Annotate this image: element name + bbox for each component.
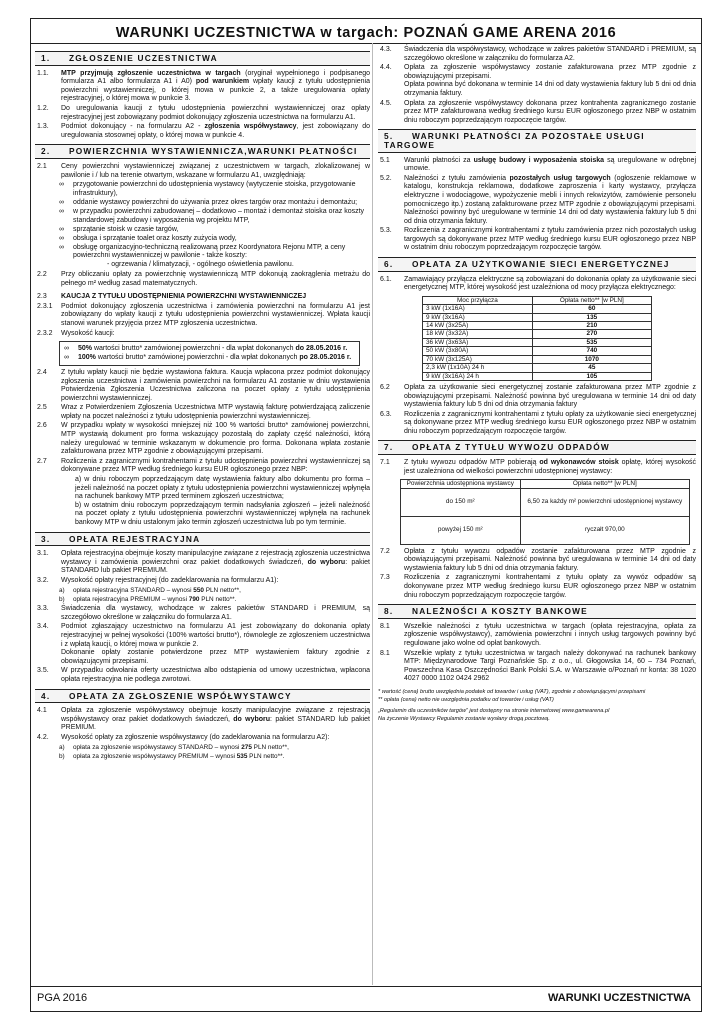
waste-fee-table: [400, 479, 690, 544]
bullet-icon: ∞: [59, 225, 64, 233]
table-cell: 535: [532, 338, 651, 346]
clause-7-1: 7.1 Z tytułu wywozu odpadów MTP pobierają od wykonawców stoisk opłatę, której wysokość jest uzależniona od wielkości powierzchni udostępnionej wystawcy:: [380, 459, 696, 475]
page-title: WARUNKI UCZESTNICTWA w targach: POZNAŃ GAME ARENA 2016: [115, 25, 617, 41]
footer-doc-title: WARUNKI UCZESTNICTWA: [548, 992, 691, 1004]
list-item: ∞ przygotowanie powierzchni do udostępnienia wystawcy (wytyczenie stoiska, przygotowanie infrastruktury),: [59, 181, 356, 197]
table-header-row: [401, 480, 690, 488]
list-item: ∞ obsługa i sprzątanie toalet oraz koszty zużycia wody,: [59, 234, 237, 242]
table-cell: 50 kW (3x80A): [423, 347, 533, 355]
column-header: Moc przyłącza: [423, 296, 533, 304]
deposit-box: [59, 341, 360, 366]
column-divider: [372, 43, 373, 985]
clause-2-1: 2.1 Ceny powierzchni wystawienniczej związanej z uczestnictwem w targach, zlokalizowanej w pawilonie i / lub na terenie otwartym, wskazane w formularzu A1, uwzględniają:: [37, 162, 370, 179]
table-cell: 36 kW (3x63A): [423, 338, 533, 346]
table-cell: 135: [532, 313, 651, 321]
list-item: b) opłata za zgłoszenie współwystawcy PREMIUM – wynosi 535 PLN netto**.: [59, 752, 285, 760]
clause-8-1: 8.1 Wszelkie należności z tytułu uczestnictwa w targach (opłata rejestracyjna, opłata za zgłoszenie współwystawcy), zamówienia powierzchni i innych usług targowych powinny być regulowane jako wolne od opłat bankowych.: [380, 622, 696, 647]
column-header: Opłata netto** [w PLN]: [532, 296, 651, 304]
clause-1-1: 1.1. MTP przyjmują zgłoszenie uczestnictwa w targach (oryginał wypełnionego i podpisanego formularza A1 albo formularza A1 i A0) pod warunkiem wpłaty kaucji z tytułu udostępnienia powierzchni wystawienniczej, o której mowa w punkcie 2, a także uregulowania opłaty rejestracyjnej, o której mowa w punkcie 3.: [37, 69, 370, 103]
table-cell: 6,50 za każdy m² powierzchni udostępnionej wystawcy: [520, 488, 689, 516]
clause-4-2: 4.2. Wysokość opłaty za zgłoszenie współwystawcy (do zadeklarowania na formularzu A2):: [37, 733, 330, 741]
table-cell: 210: [532, 322, 651, 330]
clause-2-7-a: a) w dniu roboczym poprzedzającym datę wystawienia faktury albo dokumentu pro forma – jeżeli należność na poczet opłaty z tytułu udostępnienia powierzchni wystawienniczej wpłynęła na rachunek bankowy MTP przed terminem zgłoszeń uczestnictwa;: [75, 476, 370, 501]
footnote-vat-net: ** opłata (cena) netto nie uwzględnia podatku od towarów i usług (VAT): [378, 696, 554, 703]
table-row: [423, 355, 652, 363]
regulations-mail-note: Na życzenie Wystawcy Regulamin zostanie wysłany drogą pocztową.: [378, 715, 550, 722]
clause-7-2: 7.2 Opłata z tytułu wywozu odpadów zostanie zafakturowana przez MTP zgodnie z obowiązującymi przepisami. Należność powinna być uregulowana w terminie 14 dni od daty wystawienia faktury lub 5 dni od dnia otrzymania faktury.: [380, 547, 696, 572]
clause-3-4: 3.4. Podmiot zgłaszający uczestnictwo na formularzu A1 jest zobowiązany do dokonania opłaty rejestracyjnej w pełnej wysokości (100% wartości brutto*), równolegle ze zgłoszeniem uczestnictwa i z wpłatą kaucji, o której mowa w punkcie 2. Dokonanie opłaty zostanie potwierdzone przez MTP wystawieniem faktury zgodnie z obowiązującymi przepisami.: [37, 623, 370, 665]
list-item: a) opłata za zgłoszenie współwystawcy STANDARD – wynosi 275 PLN netto**,: [59, 743, 289, 751]
table-row: [423, 338, 652, 346]
table-cell: powyżej 150 m²: [401, 516, 521, 544]
clause-2-2: 2.2 Przy obliczaniu opłaty za powierzchnię wystawienniczą MTP dokonują zaokrąglenia metrażu do pełnego m² według zasad matematycznych.: [37, 271, 370, 287]
clause-2-4: 2.4 Z tytułu wpłaty kaucji nie będzie wystawiona faktura. Kaucja wpłacona przez podmiot dokonujący zgłoszenia uczestnictwa i zamówienia powierzchni na formularzu A1 zostanie w dniu wystawienia Potwierdzenia Zgłoszenia Uczestnictwa zaliczona na poczet opłaty z tytułu udostępnienia powierzchni wystawienniczej.: [37, 368, 370, 402]
table-header-row: [423, 296, 652, 304]
right-column: [378, 21, 696, 723]
table-row: [423, 364, 652, 372]
clause-3-1: 3.1. Opłata rejestracyjna obejmuje koszty manipulacyjne związane z rejestracją zgłoszenia uczestnictwa wystawcy i zamówienia powierzchni oraz pakiet dodatkowych świadczeń, do wyboru: pakiet STANDARD lub pakiet PREMIUM.: [37, 550, 370, 575]
bullet-icon: ∞: [64, 353, 69, 361]
clause-2-3-1: 2.3.1 Podmiot dokonujący zgłoszenia uczestnictwa i zamówienia powierzchni na formularzu A1 jest zobowiązany do wpłaty kaucji z tytułu udostępnienia powierzchni wystawienniczej. Wpłata kaucji stanowi warunek przyjęcia przez MTP zgłoszenia uczestnictwa.: [37, 302, 370, 328]
column-header: Powierzchnia udostępniona wystawcy: [401, 480, 521, 488]
table-cell: 3 kW (1x16A): [423, 305, 533, 313]
power-fee-table: [422, 296, 652, 381]
clause-6-1: 6.1. Zamawiający przyłącza elektryczne są zobowiązani do dokonania opłaty za użytkowanie sieci energetycznej MTP, której wysokość jest uzależniona od mocy przyłącza elektrycznego:: [380, 275, 696, 292]
section-8-header: 8. NALEŻNOŚCI A KOSZTY BANKOWE: [378, 604, 696, 619]
table-row: [423, 372, 652, 380]
clause-5-1: 5.1 Warunki płatności za usługę budowy i wyposażenia stoiska są uregulowane w odrębnej umowie.: [380, 156, 696, 173]
list-item: ∞ oddanie wystawcy powierzchni do używania przez okres targów oraz montażu i demontażu;: [59, 198, 358, 206]
table-row: [423, 305, 652, 313]
section-7-header: 7. OPŁATA Z TYTUŁU WYWOZU ODPADÓW: [378, 440, 696, 455]
clause-6-3: 6.3. Rozliczenia z zagranicznymi kontrahentami z tytułu opłaty za użytkowanie sieci energetycznej są dokonywane przez MTP według średniego kursu EUR ogłoszonego przez NBP w ostatnim dniu roboczym poprzedzającym rozpoczęcie targów.: [380, 410, 696, 435]
left-column: [35, 47, 370, 762]
clause-3-2: 3.2. Wysokość opłaty rejestracyjnej (do zadeklarowania na formularzu A1):: [37, 576, 279, 584]
clause-2-5: 2.5 Wraz z Potwierdzeniem Zgłoszenia Uczestnictwa MTP wystawią fakturę potwierdzającą zaliczenie wpłaty na poczet należności z tytułu udostępnienia powierzchni wystawienniczej.: [37, 404, 370, 420]
table-cell: 2,3 kW (1x10A) 24 h: [423, 364, 533, 372]
clause-2-3-2: 2.3.2 Wysokość kaucji:: [37, 329, 115, 337]
table-cell: 1070: [532, 355, 651, 363]
table-cell: 740: [532, 347, 651, 355]
table-cell: 105: [532, 372, 651, 380]
clause-4-1: 4.1 Opłata za zgłoszenie współwystawcy obejmuje koszty manipulacyjne związane z rejestracją współwystawcy oraz pakiet dodatkowych świadczeń, do wyboru: pakiet STANDARD lub pakiet PREMIUM.: [37, 707, 370, 732]
clause-4-4: 4.4. Opłata za zgłoszenie współwystawcy zostanie zafakturowana przez MTP zgodnie z obowiązującymi przepisami. Opłata powinna być dokonana w terminie 14 dni od daty wystawienia faktury lub 5 dni od dnia otrzymania faktury.: [380, 64, 696, 97]
column-header: Opłata netto** [w PLN]: [520, 480, 689, 488]
table-cell: 14 kW (3x25A): [423, 322, 533, 330]
document-page: [30, 18, 702, 1012]
section-6-header: 6. OPŁATA ZA UŻYTKOWANIE SIECI ENERGETYCZNEJ: [378, 257, 696, 272]
clause-1-2: 1.2. Do uregulowania kaucji z tytułu udostępnienia powierzchni wystawienniczej oraz opłaty rejestracyjnej jest zobowiązany podmiot dokonujący zgłoszenia uczestnictwa na formularzu A1.: [37, 104, 370, 121]
clause-8-2: 8.1 Wszelkie wpłaty z tytułu uczestnictwa w targach należy dokonywać na rachunek bankowy MTP: Międzynarodowe Targi Poznańskie Sp. z o.o., ul. Głogowska 14, 60 – 734 Poznań, Powszechna Kasa Oszczędności Bank Polski S.A. w Warszawie o/Poznań nr konta: 38 1020 4027 0000 1102 0424 2962: [380, 649, 696, 683]
clause-4-5: 4.5. Opłata za zgłoszenie współwystawcy dokonana przez kontrahenta zagranicznego zostanie przez MTP zafakturowana według średniego kursu EUR ogłoszonego przez NBP w ostatnim dniu roboczym poprzedzającym rozpoczęcie targów.: [380, 99, 696, 124]
footer-event-code: PGA 2016: [37, 992, 88, 1004]
list-item: ∞ 100% wartości brutto* zamówionej powierzchni - dla wpłat dokonanych po 28.05.2016 r.: [64, 353, 352, 361]
clause-3-5: 3.5. W przypadku odwołania oferty uczestnictwa albo odstąpienia od umowy uczestnictwa, wpłacona opłata rejestracyjna nie podlega zwrotowi.: [37, 667, 370, 683]
bullet-icon: ∞: [59, 198, 64, 206]
section-4-header: 4. OPŁATA ZA ZGŁOSZENIE WSPÓŁWYSTAWCY: [35, 689, 370, 704]
table-cell: 270: [532, 330, 651, 338]
bullet-icon: ∞: [59, 207, 64, 215]
table-row: [423, 347, 652, 355]
regulations-note: „Regulamin dla uczestników targów” jest dostępny na stronie internetowej www.gamearena.pl: [378, 708, 610, 715]
table-row: [423, 313, 652, 321]
list-item: ∞ sprzątanie stoisk w czasie targów,: [59, 225, 179, 233]
page-footer: [31, 986, 701, 1011]
list-item: ∞ 50% wartości brutto* zamówionej powierzchni - dla wpłat dokonanych do 28.05.2016 r.: [64, 344, 348, 352]
table-cell: 9 kW (3x16A): [423, 313, 533, 321]
clause-5-3: 5.3. Rozliczenia z zagranicznymi kontrahentami z tytułu zamówienia przez nich pozostałych usług targowych są dokonywane przez MTP według średniego kursu EUR ogłoszonego przez NBP w ostatnim dniu roboczym poprzedzającym rozpoczęcie targów.: [380, 227, 696, 252]
footnote-vat-gross: * wartość (cena) brutto uwzględnia podatek od towarów i usług (VAT), zgodnie z obowiązującymi przepisami: [378, 688, 646, 695]
table-row: [401, 488, 690, 516]
table-row: [423, 330, 652, 338]
clause-5-2: 5.2. Należności z tytułu zamówienia pozostałych usług targowych (ogłoszenie reklamowe w katalogu, konstrukcja reklamowa, dodatkowe zaproszenia i karty wystawcy, przyłącza elektryczne i wodociągowe, wypożyczenie mebli i innych rekwizytów, zamówienie personelu pomocniczego itp.) zostaną zafakturowane przez MTP zgodnie z obowiązującymi przepisami. Należności powinny być uregulowane w terminie 14 dni od daty wystawienia faktury lub 5 dni od dnia otrzymania faktury.: [380, 174, 696, 225]
clause-6-2: 6.2 Opłata za użytkowanie sieci energetycznej zostanie zafakturowana przez MTP zgodnie z obowiązującymi przepisami. Należność powinna być uregulowana w terminie 14 dni od daty wystawienia faktury lub 5 dni od dnia otrzymania faktury: [380, 383, 696, 409]
clause-1-3: 1.3. Podmiot dokonujący - na formularzu A2 - zgłoszenia współwystawcy, jest zobowiązany do uregulowania stosownej opłaty, o której mowa w punkcie 4.: [37, 123, 370, 139]
list-item: ∞ obsługę organizacyjno-techniczną realizowaną przez Koordynatora Rejonu MTP, a ceny powierzchni wystawienniczej w pawilonie - także koszty:: [59, 243, 346, 260]
list-item: b) opłata rejestracyjna PREMIUM – wynosi 790 PLN netto**.: [59, 595, 237, 603]
table-cell: ryczałt 970,00: [520, 516, 689, 544]
table-cell: 9 kW (3x16A) 24 h: [423, 372, 533, 380]
table-cell: 45: [532, 364, 651, 372]
table-row: [401, 516, 690, 544]
bullet-icon: ∞: [59, 181, 64, 189]
clause-2-6: 2.6 W przypadku wpłaty w wysokości mniejszej niż 100 % wartości brutto* zamówionej powierzchni, MTP wystawią dokument pro forma wskazujący pozostałą do zapłaty część należności, którą należy uregulować w terminie wskazanym w dokumencie pro forma. Dokonana wpłata zostanie zafakturowana przez MTP zgodnie z obowiązującymi przepisami.: [37, 422, 370, 456]
bullet-icon: ∞: [59, 234, 64, 242]
section-2-header: 2. POWIERZCHNIA WYSTAWIENNICZA,WARUNKI PŁATNOŚCI: [35, 144, 370, 159]
bullet-icon: ∞: [64, 344, 69, 352]
clause-4-3: 4.3. Świadczenia dla współwystawcy, wchodzące w zakres pakietów STANDARD i PREMIUM, są szczegółowo określone w załączniku do formularza A2.: [380, 46, 696, 62]
table-cell: 60: [532, 305, 651, 313]
section-5-header: 5. WARUNKI PŁATNOŚCI ZA POZOSTAŁE USŁUGI TARGOWE: [378, 129, 696, 152]
list-item: ∞ w przypadku powierzchni zabudowanej – dodatkowo – montaż i demontaż stoiska oraz koszty standardowej zabudowy i wyposażenia wg projektu MTP,: [59, 207, 365, 224]
bullet-icon: ∞: [59, 243, 64, 251]
list-subitem: - ogrzewania / klimatyzacji, - ogólnego oświetlenia pawilonu.: [107, 261, 294, 269]
section-3-header: 3. OPŁATA REJESTRACYJNA: [35, 532, 370, 547]
table-cell: do 150 m²: [401, 488, 521, 516]
clause-2-3: 2.3 KAUCJA Z TYTUŁU UDOSTĘPNIENIA POWIERZCHNI WYSTAWIENNICZEJ: [37, 293, 307, 301]
clause-2-7-b: b) w ostatnim dniu roboczym poprzedzającym termin nadsyłania zgłoszeń – jeżeli należność na poczet opłaty z tytułu udostępnienia powierzchni wystawienniczej wpłynęła na rachunek bankowy MTP w dniu ustalonym jako termin zgłoszeń uczestnictwa lub po tym terminie.: [75, 501, 370, 526]
clause-3-3: 3.3. Świadczenia dla wystawcy, wchodzące w zakres pakietów STANDARD i PREMIUM, są szczegółowo określone w załączniku do formularza A1.: [37, 605, 370, 621]
table-row: [423, 322, 652, 330]
clause-2-7: 2.7 Rozliczenia z zagranicznymi kontrahentami z tytułu udostępnienia powierzchni wystawienniczej są dokonywane przez MTP według średniego kursu EUR ogłoszonego przez NBP:: [37, 457, 370, 474]
section-1-header: 1. ZGŁOSZENIE UCZESTNICTWA: [35, 51, 370, 66]
table-cell: 18 kW (3x32A): [423, 330, 533, 338]
table-cell: 70 kW (3x125A): [423, 355, 533, 363]
list-item: a) opłata rejestracyjna STANDARD – wynosi 550 PLN netto**,: [59, 586, 241, 594]
clause-7-3: 7.3 Rozliczenia z zagranicznymi kontrahentami z tytułu opłaty za wywóz odpadów są dokonywane przez MTP według średniego kursu EUR ogłoszonego przez NBP w ostatnim dniu roboczym poprzedzającym rozpoczęcie targów.: [380, 574, 696, 599]
